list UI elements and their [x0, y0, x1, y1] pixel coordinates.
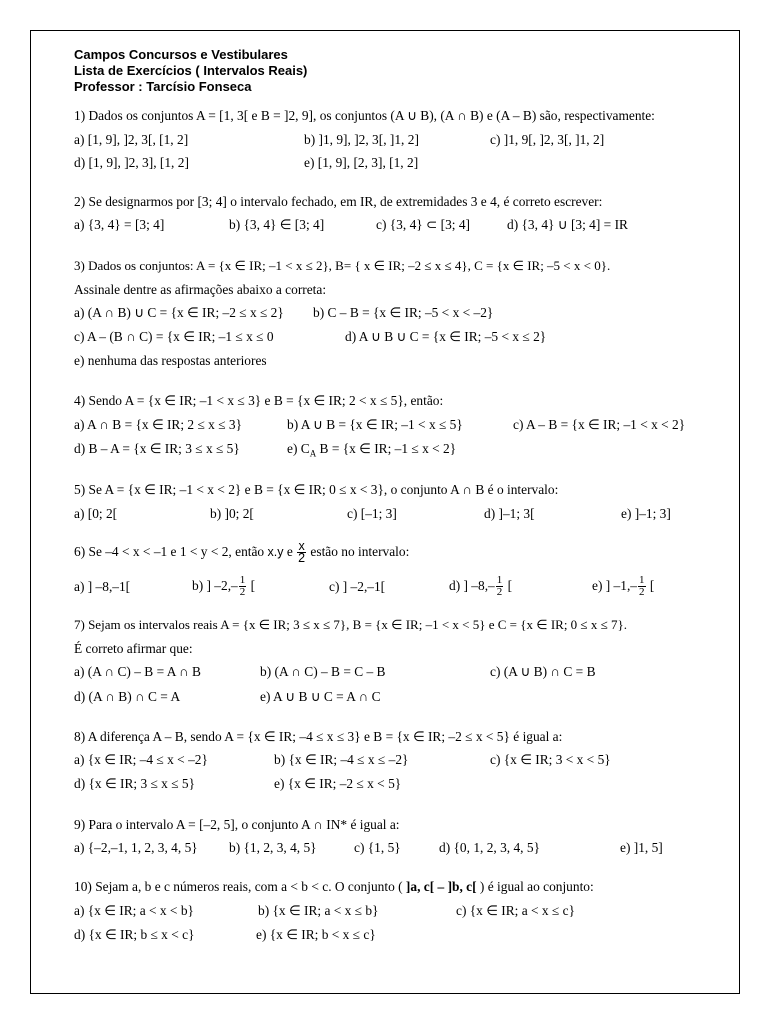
q6-option-d-prefix: d) ] –8,– — [449, 578, 495, 593]
header-list-title: Lista de Exercícios ( Intervalos Reais) — [74, 63, 308, 78]
q1-option-e[interactable]: e) [1, 9], [2, 3], [1, 2] — [304, 155, 419, 170]
q1-stem: 1) Dados os conjuntos A = [1, 3[ e B = ]2, 9], os conjuntos (A ∪ B), (A ∩ B) e (A – B) são, respectivamente: — [74, 108, 655, 123]
q7-option-c[interactable]: c) (A ∪ B) ∩ C = B — [490, 664, 596, 679]
q6-option-e-suffix: [ — [646, 578, 655, 593]
q6-option-e[interactable] — [592, 570, 654, 602]
q3-option-a[interactable]: a) (A ∩ B) ∪ C = {x ∈ IR; –2 ≤ x ≤ 2} — [74, 305, 284, 320]
q9-option-a[interactable]: a) {–2,–1, 1, 2, 3, 4, 5} — [74, 840, 198, 855]
q6-option-a[interactable]: a) ] –8,–1[ — [74, 579, 131, 594]
q8-stem: 8) A diferença A – B, sendo A = {x ∈ IR; –4 ≤ x ≤ 3} e B = {x ∈ IR; –2 ≤ x < 5} é igual a: — [74, 729, 563, 744]
q9-option-e[interactable]: e) ]1, 5] — [620, 840, 663, 855]
q10-option-a[interactable]: a) {x ∈ IR; a < x < b} — [74, 903, 194, 918]
q6-option-b-suffix: [ — [247, 578, 256, 593]
q4-option-a[interactable]: a) A ∩ B = {x ∈ IR; 2 ≤ x ≤ 3} — [74, 417, 243, 432]
q6-stem — [74, 538, 409, 566]
q6-fraction-numerator: x — [298, 539, 305, 554]
q9-stem: 9) Para o intervalo A = [–2, 5], o conjunto A ∩ IN* é igual a: — [74, 817, 400, 832]
q7-option-d[interactable]: d) (A ∩ B) ∩ C = A — [74, 689, 181, 704]
header-teacher: Professor : Tarcísio Fonseca — [74, 79, 252, 94]
q2-option-c[interactable]: c) {3, 4} ⊂ [3; 4] — [376, 217, 470, 232]
q10-option-e[interactable]: e) {x ∈ IR; b < x ≤ c} — [256, 927, 376, 942]
q6-option-d-numerator: 1 — [496, 574, 503, 587]
q9-option-d[interactable]: d) {0, 1, 2, 3, 4, 5} — [439, 840, 541, 855]
q1-option-b[interactable]: b) ]1, 9], ]2, 3[, ]1, 2] — [304, 132, 419, 147]
q10-option-c[interactable]: c) {x ∈ IR; a < x ≤ c} — [456, 903, 575, 918]
q7-option-a[interactable]: a) (A ∩ C) – B = A ∩ B — [74, 664, 201, 679]
q5-stem: 5) Se A = {x ∈ IR; –1 < x < 2} e B = {x ∈ IR; 0 ≤ x < 3}, o conjunto A ∩ B é o intervalo: — [74, 482, 559, 497]
q4-option-d[interactable]: d) B – A = {x ∈ IR; 3 ≤ x ≤ 5} — [74, 441, 240, 456]
q1-option-c[interactable]: c) ]1, 9[, ]2, 3[, ]1, 2] — [490, 132, 605, 147]
q6-stem-suffix: estão no intervalo: — [307, 544, 410, 559]
q9-option-c[interactable]: c) {1, 5} — [354, 840, 401, 855]
q4-option-e-subscript: A — [309, 448, 317, 459]
header-course: Campos Concursos e Vestibulares — [74, 47, 288, 62]
q3-option-e[interactable]: e) nenhuma das respostas anteriores — [74, 353, 267, 368]
q6-option-e-denominator: 2 — [639, 586, 645, 599]
q6-option-c[interactable]: c) ] –2,–1[ — [329, 579, 386, 594]
q2-option-a[interactable]: a) {3, 4} = [3; 4] — [74, 217, 165, 232]
q8-option-b[interactable]: b) {x ∈ IR; –4 ≤ x ≤ –2} — [274, 752, 409, 767]
q4-stem: 4) Sendo A = {x ∈ IR; –1 < x ≤ 3} e B = {x ∈ IR; 2 < x ≤ 5}, então: — [74, 393, 444, 408]
q10-stem-expression: ]a, c[ – ]b, c[ — [405, 879, 477, 894]
q3-option-b[interactable]: b) C – B = {x ∈ IR; –5 < x < –2} — [313, 305, 494, 320]
q10-stem — [74, 879, 594, 895]
q5-option-e[interactable]: e) ]–1; 3] — [621, 506, 671, 521]
q6-option-b-prefix: b) ] –2,– — [192, 578, 238, 593]
q6-fraction-denominator: 2 — [298, 551, 306, 566]
q6-option-e-fraction — [638, 575, 646, 598]
q7-option-b[interactable]: b) (A ∩ C) – B = C – B — [260, 664, 386, 679]
q1-option-d[interactable]: d) [1, 9], ]2, 3], [1, 2] — [74, 155, 189, 170]
q1-option-a[interactable]: a) [1, 9], ]2, 3[, [1, 2] — [74, 132, 189, 147]
q4-option-e-prefix: e) C — [287, 441, 310, 456]
q8-option-c[interactable]: c) {x ∈ IR; 3 < x < 5} — [490, 752, 611, 767]
q10-stem-suffix: ) é igual ao conjunto: — [476, 879, 594, 894]
q2-option-d[interactable]: d) {3, 4} ∪ [3; 4] = IR — [507, 217, 628, 232]
q6-product-xy: x.y — [267, 545, 284, 559]
q3-option-c[interactable]: c) A – (B ∩ C) = {x ∈ IR; –1 ≤ x ≤ 0 — [74, 329, 274, 344]
q4-option-b[interactable]: b) A ∪ B = {x ∈ IR; –1 < x ≤ 5} — [287, 417, 463, 432]
q4-option-e-text: B = {x ∈ IR; –1 ≤ x < 2} — [316, 441, 457, 456]
q3-instruction: Assinale dentre as afirmações abaixo a correta: — [74, 282, 327, 297]
q6-option-b-numerator: 1 — [239, 574, 246, 587]
q8-option-d[interactable]: d) {x ∈ IR; 3 ≤ x ≤ 5} — [74, 776, 196, 791]
q6-option-d[interactable] — [449, 570, 512, 602]
q10-option-d[interactable]: d) {x ∈ IR; b ≤ x < c} — [74, 927, 195, 942]
q5-option-a[interactable]: a) [0; 2[ — [74, 506, 118, 521]
q2-stem: 2) Se designarmos por [3; 4] o intervalo fechado, em IR, de extremidades 3 e 4, é correto escrever: — [74, 194, 603, 209]
q6-option-d-suffix: [ — [504, 578, 513, 593]
q5-option-c[interactable]: c) [–1; 3] — [347, 506, 397, 521]
q7-instruction: É correto afirmar que: — [74, 641, 193, 656]
q7-option-e[interactable]: e) A ∪ B ∪ C = A ∩ C — [260, 689, 381, 704]
q3-stem: 3) Dados os conjuntos: A = {x ∈ IR; –1 < x ≤ 2}, B= { x ∈ IR; –2 ≤ x ≤ 4}, C = {x ∈ IR; –5 < x < 0}. — [74, 258, 611, 273]
q6-option-d-fraction — [496, 575, 504, 598]
q6-option-b-fraction — [239, 575, 247, 598]
q8-option-e[interactable]: e) {x ∈ IR; –2 ≤ x < 5} — [274, 776, 402, 791]
q6-option-b[interactable] — [192, 570, 255, 602]
q9-option-b[interactable]: b) {1, 2, 3, 4, 5} — [229, 840, 317, 855]
q5-option-b[interactable]: b) ]0; 2[ — [210, 506, 254, 521]
q4-option-c[interactable]: c) A – B = {x ∈ IR; –1 < x < 2} — [513, 417, 686, 432]
q10-option-b[interactable]: b) {x ∈ IR; a < x ≤ b} — [258, 903, 379, 918]
q6-option-e-prefix: e) ] –1,– — [592, 578, 637, 593]
q6-fraction — [297, 541, 306, 564]
q6-stem-and: e — [283, 544, 297, 559]
q5-option-d[interactable]: d) ]–1; 3[ — [484, 506, 535, 521]
q3-option-d[interactable]: d) A ∪ B ∪ C = {x ∈ IR; –5 < x ≤ 2} — [345, 329, 547, 344]
q6-option-d-denominator: 2 — [496, 586, 503, 599]
q10-stem-prefix: 10) Sejam a, b e c números reais, com a < b < c. O conjunto ( — [74, 879, 406, 894]
q6-stem-prefix: 6) Se –4 < x < –1 e 1 < y < 2, então — [74, 544, 268, 559]
q4-option-e[interactable] — [287, 441, 456, 462]
q8-option-a[interactable]: a) {x ∈ IR; –4 ≤ x < –2} — [74, 752, 208, 767]
q2-option-b[interactable]: b) {3, 4} ∈ [3; 4] — [229, 217, 325, 232]
q7-stem: 7) Sejam os intervalos reais A = {x ∈ IR; 3 ≤ x ≤ 7}, B = {x ∈ IR; –1 < x < 5} e C = {x ∈ IR; 0 ≤ x ≤ 7}. — [74, 617, 627, 632]
q6-option-b-denominator: 2 — [239, 586, 246, 599]
q6-option-e-numerator: 1 — [639, 574, 645, 587]
